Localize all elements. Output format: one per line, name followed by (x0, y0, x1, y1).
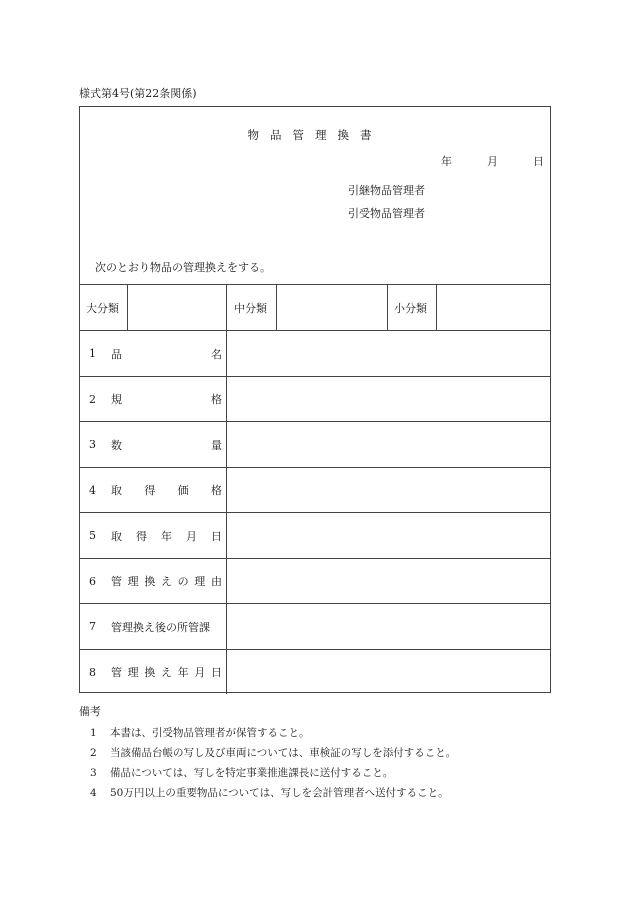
note-item (90, 765, 393, 780)
row-number: 2 (89, 392, 96, 406)
row-label-char: 理 (194, 575, 206, 589)
note-text: 本書は、引受物品管理者が保管すること。 (110, 727, 310, 739)
row-label-char: 取 (111, 484, 122, 498)
row-label (111, 422, 222, 468)
row-label-char: 管理換え後の所管課 (111, 620, 210, 634)
row-number: 1 (89, 347, 96, 361)
date-line (441, 153, 544, 169)
row-label (111, 468, 222, 514)
table-row (80, 376, 550, 423)
date-day: 日 (533, 155, 544, 168)
row-label-char: 取 (111, 529, 122, 543)
transferee-label: 引受物品管理者 (348, 207, 425, 220)
divider (387, 285, 388, 331)
row-label-char: 名 (211, 347, 222, 361)
row-number: 8 (89, 665, 96, 679)
date-month: 月 (487, 155, 498, 168)
row-label-char: 管 (111, 666, 122, 680)
minor-category-label: 小分類 (394, 302, 427, 315)
row-label-char: 理 (127, 575, 139, 589)
note-item (90, 725, 310, 740)
row-label-char: 得 (144, 484, 156, 498)
note-item (90, 785, 449, 800)
row-label (111, 559, 222, 605)
form-frame (79, 106, 551, 693)
table-row (80, 421, 550, 468)
statement-text: 次のとおり物品の管理換えをする。 (95, 261, 271, 274)
row-label (111, 377, 222, 423)
row-value-cell[interactable] (228, 513, 550, 559)
row-label-char: 得 (136, 529, 147, 543)
table-row (80, 467, 550, 514)
note-number: 3 (90, 767, 97, 779)
row-label (111, 513, 222, 559)
row-label-char: 月 (194, 666, 206, 680)
row-number: 3 (89, 438, 96, 452)
row-value-cell[interactable] (228, 468, 550, 514)
row-number: 6 (89, 574, 96, 588)
table-row (80, 512, 550, 559)
major-category-label: 大分類 (86, 302, 119, 315)
row-label-char: 年 (177, 666, 189, 680)
row-label-char: 換 (144, 575, 156, 589)
note-number: 1 (90, 727, 97, 739)
row-label-char: 換 (144, 666, 156, 680)
row-value-cell[interactable] (228, 422, 550, 468)
row-value-cell[interactable] (228, 650, 550, 696)
row-label-char: 価 (177, 484, 189, 498)
row-label-char: 量 (211, 438, 222, 452)
minor-category-value[interactable] (437, 285, 551, 331)
row-label-char: 数 (111, 438, 122, 452)
row-label-char: え (160, 575, 172, 589)
row-value-cell[interactable] (228, 604, 550, 650)
row-label-char: 理 (127, 666, 139, 680)
row-value-cell[interactable] (228, 331, 550, 377)
form-number: 様式第4号(第22条関係) (79, 87, 197, 100)
note-text: 当該備品台帳の写し及び車両については、車検証の写しを添付すること。 (110, 747, 457, 759)
row-value-cell[interactable] (228, 377, 550, 423)
row-label-char: 品 (111, 347, 122, 361)
note-item (90, 745, 456, 760)
row-label-char: 日 (211, 529, 222, 543)
row-label-char: 由 (210, 575, 222, 589)
row-label-char: の (177, 575, 189, 589)
note-number: 4 (90, 787, 97, 799)
major-category-value[interactable] (128, 285, 225, 331)
row-number: 5 (89, 529, 96, 543)
row-label-char: 月 (186, 529, 197, 543)
table-row (80, 603, 550, 650)
row-label-char: 年 (161, 529, 172, 543)
row-label-char: 規 (111, 393, 122, 407)
middle-category-value[interactable] (277, 285, 386, 331)
category-row (80, 284, 550, 331)
note-text: 50万円以上の重要物品については、写しを会計管理者へ送付すること。 (110, 787, 449, 799)
divider (226, 285, 227, 331)
note-number: 2 (90, 747, 97, 759)
row-label-char: 格 (211, 393, 222, 407)
row-number: 7 (89, 620, 96, 634)
table-row (80, 330, 550, 377)
row-label-char: 管 (111, 575, 122, 589)
note-text: 備品については、写しを特定事業推進課長に送付すること。 (110, 767, 394, 779)
transferor-label: 引継物品管理者 (348, 184, 425, 197)
row-label (111, 604, 222, 650)
row-value-cell[interactable] (228, 559, 550, 605)
table-row (80, 558, 550, 605)
notes-heading: 備考 (79, 705, 101, 718)
row-label (111, 331, 222, 377)
row-label (111, 650, 222, 696)
date-year: 年 (441, 155, 452, 168)
row-label-char: え (160, 666, 172, 680)
row-label-char: 格 (210, 484, 222, 498)
table-row (80, 649, 550, 696)
document-title: 物品管理換書 (247, 128, 383, 142)
middle-category-label: 中分類 (234, 302, 267, 315)
row-label-char: 日 (210, 666, 222, 680)
row-number: 4 (89, 483, 96, 497)
